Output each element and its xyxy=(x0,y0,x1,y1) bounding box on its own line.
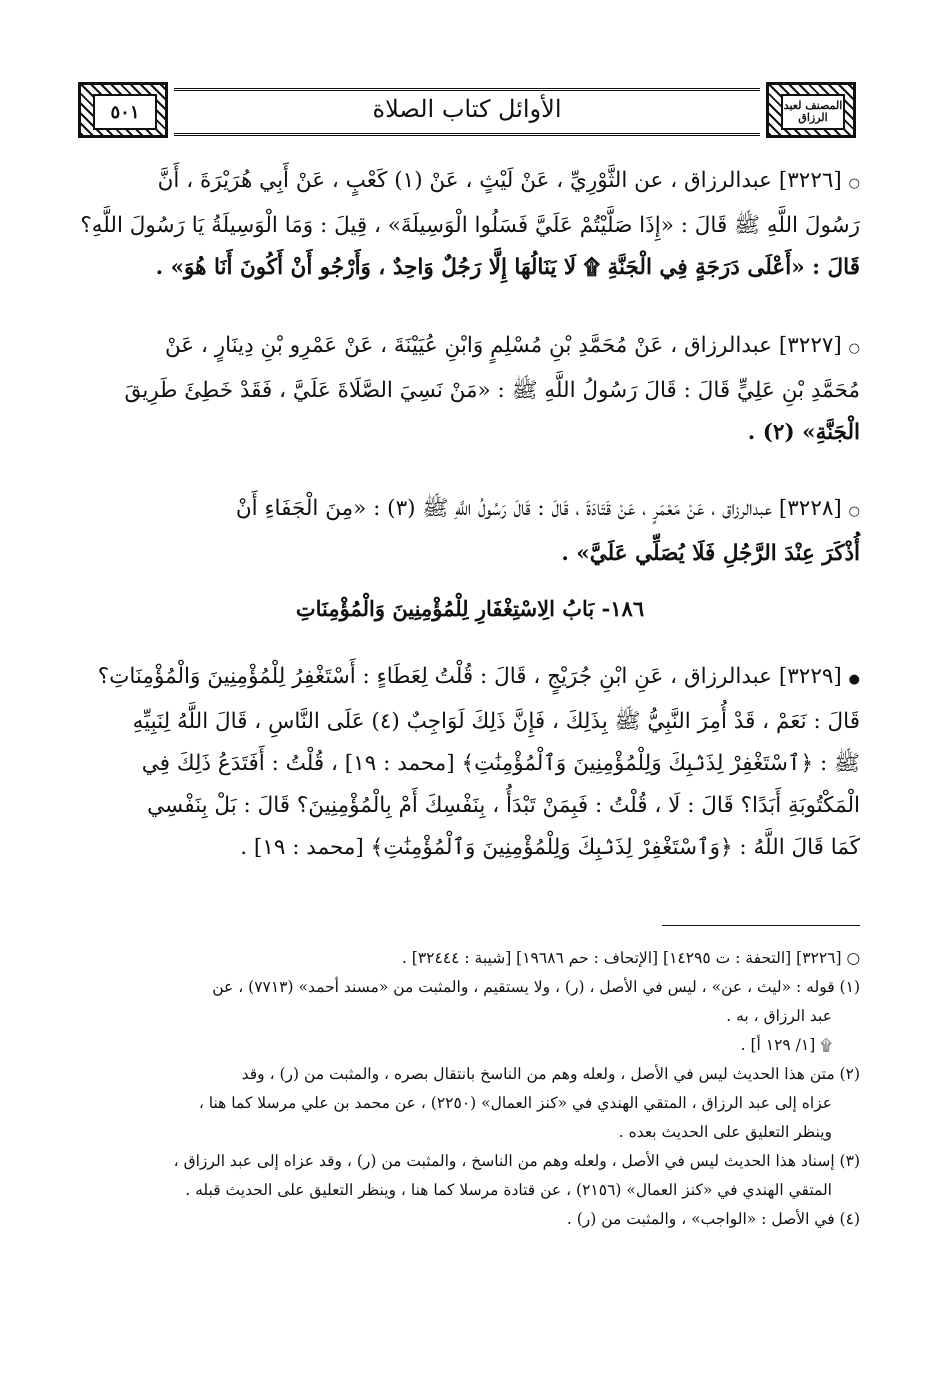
book-logo: المصنف لعبد الرزاق xyxy=(781,94,845,130)
footnote-line: ○ [٣٢٢٦] [التحفة : ت ١٤٢٩٥] [الإتحاف : حم ١٩٦٨٦] [شيبة : ٣٢٤٤٤] . xyxy=(401,949,860,967)
page-number: ٥٠١ xyxy=(93,94,157,130)
footnote-line: المتقي الهندي في «كنز العمال» (٢١٥٦) ، عن قتادة مرسلا كما هنا ، وينظر التعليق على الحديث قبله . xyxy=(185,1181,832,1199)
hadith-3229 xyxy=(80,656,860,869)
hadith-marker: ○ xyxy=(848,504,860,519)
hadith-line: أُذْكَرَ عِنْدَ الرَّجُلِ فَلَا يُصَلِّي عَلَيَّ» . xyxy=(561,541,860,566)
hadith-line: الْمَكْتُوبَةِ أَبَدًا؟ قَالَ : لَا ، قُلْتُ : فَبِمَنْ تَبْدَأُ ، بِنَفْسِكَ أَمْ بِالْمُؤْمِنِينَ؟ قَالَ : بَلْ بِنَفْسِي xyxy=(147,793,860,818)
hadith-line: ○ [٣٢٢٧] عبدالرزاق ، عَنْ مُحَمَّدِ بْنِ مُسْلِمٍ وَابْنِ عُيَيْنَةَ ، عَنْ عَمْرِو بْنِ دِينَارٍ ، عَنْ xyxy=(164,333,860,358)
hadith-line: ○ [٣٢٢٦] عبدالرزاق ، عن الثَّوْرِيِّ ، عَنْ لَيْثٍ ، عَنْ (١) كَعْبٍ ، عَنْ أَبِي هُرَيْرَةَ ، أَنَّ xyxy=(157,168,860,193)
hadith-line: ● [٣٢٢٩] عبدالرزاق ، عَنِ ابْنِ جُرَيْجٍ ، قَالَ : قُلْتُ لِعَطَاءٍ : أَسْتَغْفِرُ لِلْمُؤْمِنِينَ وَالْمُؤْمِنَاتِ؟ xyxy=(97,664,860,689)
hadith-3228 xyxy=(80,488,860,575)
page-number-ornament xyxy=(78,82,168,138)
hadith-marker: ○ xyxy=(848,341,860,356)
hadith-line: مُحَمَّدِ بْنِ عَلِيٍّ قَالَ : قَالَ رَسُولُ اللَّهِ ﷺ : «مَنْ نَسِيَ الصَّلَاةَ عَلَيَّ ، فَقَدْ خَطِئَ طَرِيقَ xyxy=(124,378,860,403)
hadith-marker: ○ xyxy=(848,176,860,191)
footnote-line: (١) قوله : «ليث ، عن» ، ليس في الأصل ، (ر) ، ولا يستقيم ، والمثبت من «مسند أحمد» (٧٧١٣) ، عن xyxy=(212,978,860,996)
book-logo-ornament xyxy=(766,82,856,138)
footnote-line: عبد الرزاق ، به . xyxy=(726,1007,832,1025)
hadith-line: ○ [٣٢٢٨] عبدالرزاق ، عَنْ مَعْمَرٍ ، عَنْ قَتَادَةَ ، قَالَ : قَالَ رَسُولُ اللَّهِ ﷺ (٣) : «مِنَ الْجَفَاءِ أَنْ xyxy=(235,496,860,521)
footnote-divider xyxy=(662,925,860,926)
footnote-line: ۩ [١/ ١٢٩ أ] . xyxy=(740,1036,832,1054)
footnotes xyxy=(80,944,860,1234)
hadith-marker: ● xyxy=(848,672,860,687)
footnote-line: (٣) إسناد هذا الحديث ليس في الأصل ، ولعله وهم من الناسخ ، والمثبت من (ر) ، وقد عزاه إلى عبد الرزاق ، xyxy=(173,1152,860,1170)
hadith-line: كَمَا قَالَ اللَّهُ : ﴿وَٱسْتَغْفِرْ لِذَنۢبِكَ وَلِلْمُؤْمِنِينَ وَٱلْمُؤْمِنَٰتِ﴾ [محمد : ١٩] . xyxy=(240,835,860,860)
hadith-3226 xyxy=(80,160,860,289)
header-title-frame xyxy=(174,88,760,136)
hadith-line: رَسُولَ اللَّهِ ﷺ قَالَ : «إِذَا صَلَّيْتُمْ عَلَيَّ فَسَلُوا الْوَسِيلَةَ» ، قِيلَ : وَمَا الْوَسِيلَةُ يَا رَسُولَ اللَّهِ؟ xyxy=(80,213,860,238)
hadith-line: الْجَنَّةِ» (٢) . xyxy=(747,420,860,445)
running-header xyxy=(78,82,856,138)
hadith-line: ﷺ : ﴿ٱسْتَغْفِرْ لِذَنۢبِكَ وَلِلْمُؤْمِنِينَ وَٱلْمُؤْمِنَٰتِ﴾ [محمد : ١٩] ، قُلْتُ : أَفَتَدَعُ ذَلِكَ فِي xyxy=(141,751,860,776)
chapter-title: ١٨٦- بَابُ الِاسْتِغْفَارِ لِلْمُؤْمِنِينَ وَالْمُؤْمِنَاتِ xyxy=(295,596,645,621)
book-title: الأوائل كتاب الصلاة xyxy=(372,95,562,123)
hadith-line: قَالَ : «أَعْلَى دَرَجَةٍ فِي الْجَنَّةِ ۩ لَا يَنَالُهَا إِلَّا رَجُلٌ وَاحِدٌ ، وَأَرْجُو أَنْ أَكُونَ أَنَا هُوَ» . xyxy=(155,255,860,280)
footnote-line: (٤) في الأصل : «الواجب» ، والمثبت من (ر) . xyxy=(566,1210,860,1228)
hadith-line: قَالَ : نَعَمْ ، قَدْ أُمِرَ النَّبِيُّ ﷺ بِذَلِكَ ، فَإِنَّ ذَلِكَ لَوَاجِبٌ (٤) عَلَى النَّاسِ ، قَالَ اللَّهُ لِنَبِيِّهِ xyxy=(132,709,860,734)
footnote-line: عزاه إلى عبد الرزاق ، المتقي الهندي في «كنز العمال» (٢٢٥٠) ، عن محمد بن علي مرسلا كما هنا ، xyxy=(198,1094,832,1112)
footnote-line: وينظر التعليق على الحديث بعده . xyxy=(618,1123,832,1141)
footnote-line: (٢) متن هذا الحديث ليس في الأصل ، ولعله وهم من الناسخ بانتقال بصره ، والمثبت من (ر) ، وقد xyxy=(241,1065,860,1083)
hadith-3227 xyxy=(80,325,860,454)
